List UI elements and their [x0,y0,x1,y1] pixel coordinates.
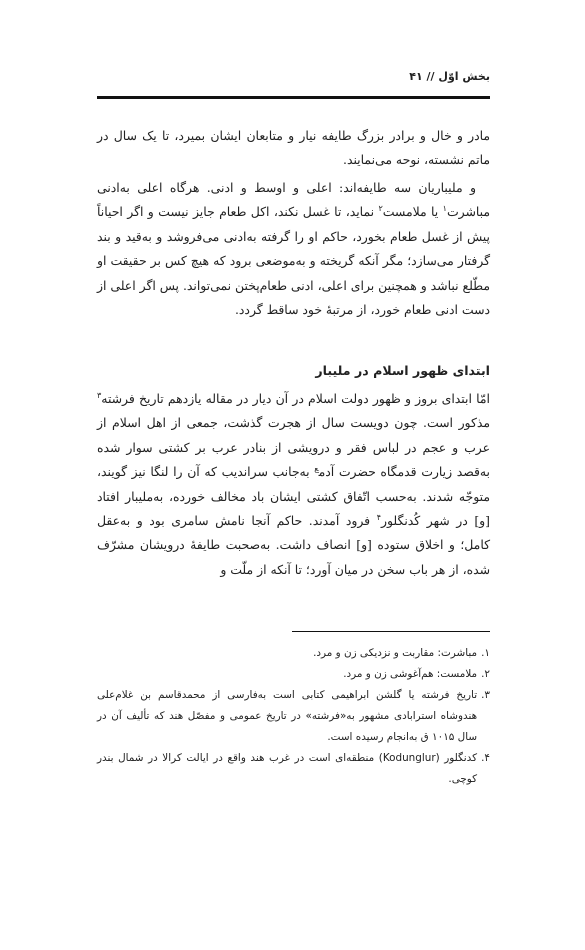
paragraph-3-part-c: به‌جانب سراندیب که آن را لنگا نیز گویند، متوجّه شدند. به‌حسب اتّفاق کشتی ایشان باد مخالف خورده، به‌ملیبار افتاد [و] در شهر کُدنگلور [97,464,490,529]
footnote-ref-2[interactable]: ۲ [378,204,383,214]
paragraph-2-part-c: نماید، تا غسل نکند، اکل طعام جایز نیست و اگر احیاناً پیش از غسل طعام بخورد، حاکم او را گرفته به‌ادنی می‌فروشد و به‌قید و بند گرفتار می‌سازد؛ مگر آنکه گریخته و به‌موضعی برود که هیچ کس بر حقیقت او مطّلع نباشد و همچنین برای اعلی، ادنی طعام‌پختن نمی‌تواند. پس اگر اعلی از دست ادنی طعام خورد، از مرتبهٔ خود ساقط گردد. [97,204,490,318]
footnote-ref-4[interactable]: ۴ [376,512,381,522]
footnote-text: مباشرت: مقاربت و نزدیکی زن و مرد. [313,647,478,659]
footnote [97,685,490,748]
footnote-ref-1[interactable]: ۱ [442,204,447,214]
footnote-number: ۳. [481,689,490,701]
footnote-text: تاریخ فرشته یا گلشن ابراهیمی کتابی است به‌فارسی از محمدقاسم بن غلام‌علی هندوشاه استرابادی مشهور به«فرشته» در تاریخ عمومی و مفصّل هند که تألیف آن در سال ۱۰۱۵ ق به‌انجام رسیده است. [97,689,478,743]
footnote-number: ۱. [481,647,490,659]
running-header: بخش اوّل // ۴۱ [409,70,490,83]
footnotes [97,643,490,790]
footnote [97,748,490,790]
footnote [97,643,490,664]
paragraph-2-part-a: و ملیباریان سه طایفه‌اند: اعلی و اوسط و ادنی. هرگاه اعلی به‌ادنی مباشرت [97,180,490,220]
paragraph-3-part-d: فرود آمدند. حاکم آنجا نامش سامری بود و به‌عقل کامل؛ و اخلاق ستوده [و] انصاف داشت. به‌صحبت طایفهٔ درویشان مشرّف شده، از هر باب سخن در میان آورد؛ تا آنکه از ملّت و [97,513,490,577]
footnote [97,664,490,685]
footnote-text: کدنگلور (Kodunglur) منطقه‌ای است در غرب هند واقع در ایالت کرالا در شمال بندر کوچی. [97,752,478,785]
paragraph-2-part-b: یا ملامست [382,204,443,220]
paragraph-3-part-b: مذکور است. چون دویست سال از هجرت گذشت، جمعی از اهل اسلام از عرب و عجم در لباس فقر و درویشی از بنادر عرب بر کشتی سوار شده به‌قصد زیارت قدمگاه حضرت آدم [97,415,490,480]
footnote-text: ملامست: هم‌آغوشی زن و مرد. [343,668,478,680]
paragraph-1: مادر و خال و برادر بزرگ طایفه نیار و متابعان ایشان بمیرد، تا یک سال در ماتم نشسته، نوحه می‌نمایند. [97,128,490,168]
footnote-ref-3[interactable]: ۳ [97,390,102,400]
footnote-number: ۴. [481,752,490,764]
footnote-number: ۲. [481,668,490,680]
section-heading: ابتدای ظهور اسلام در ملیبار [315,363,490,378]
footnote-separator [292,631,490,632]
paragraph-3 [97,387,490,582]
footnote-ref-ain: ع [314,464,319,474]
paragraph-3-part-a: امّا ابتدای بروز و ظهور دولت اسلام در آن دیار در مقاله یازدهم تاریخ فرشته [101,391,490,406]
paragraph-2 [97,176,490,322]
header-rule [97,96,490,99]
